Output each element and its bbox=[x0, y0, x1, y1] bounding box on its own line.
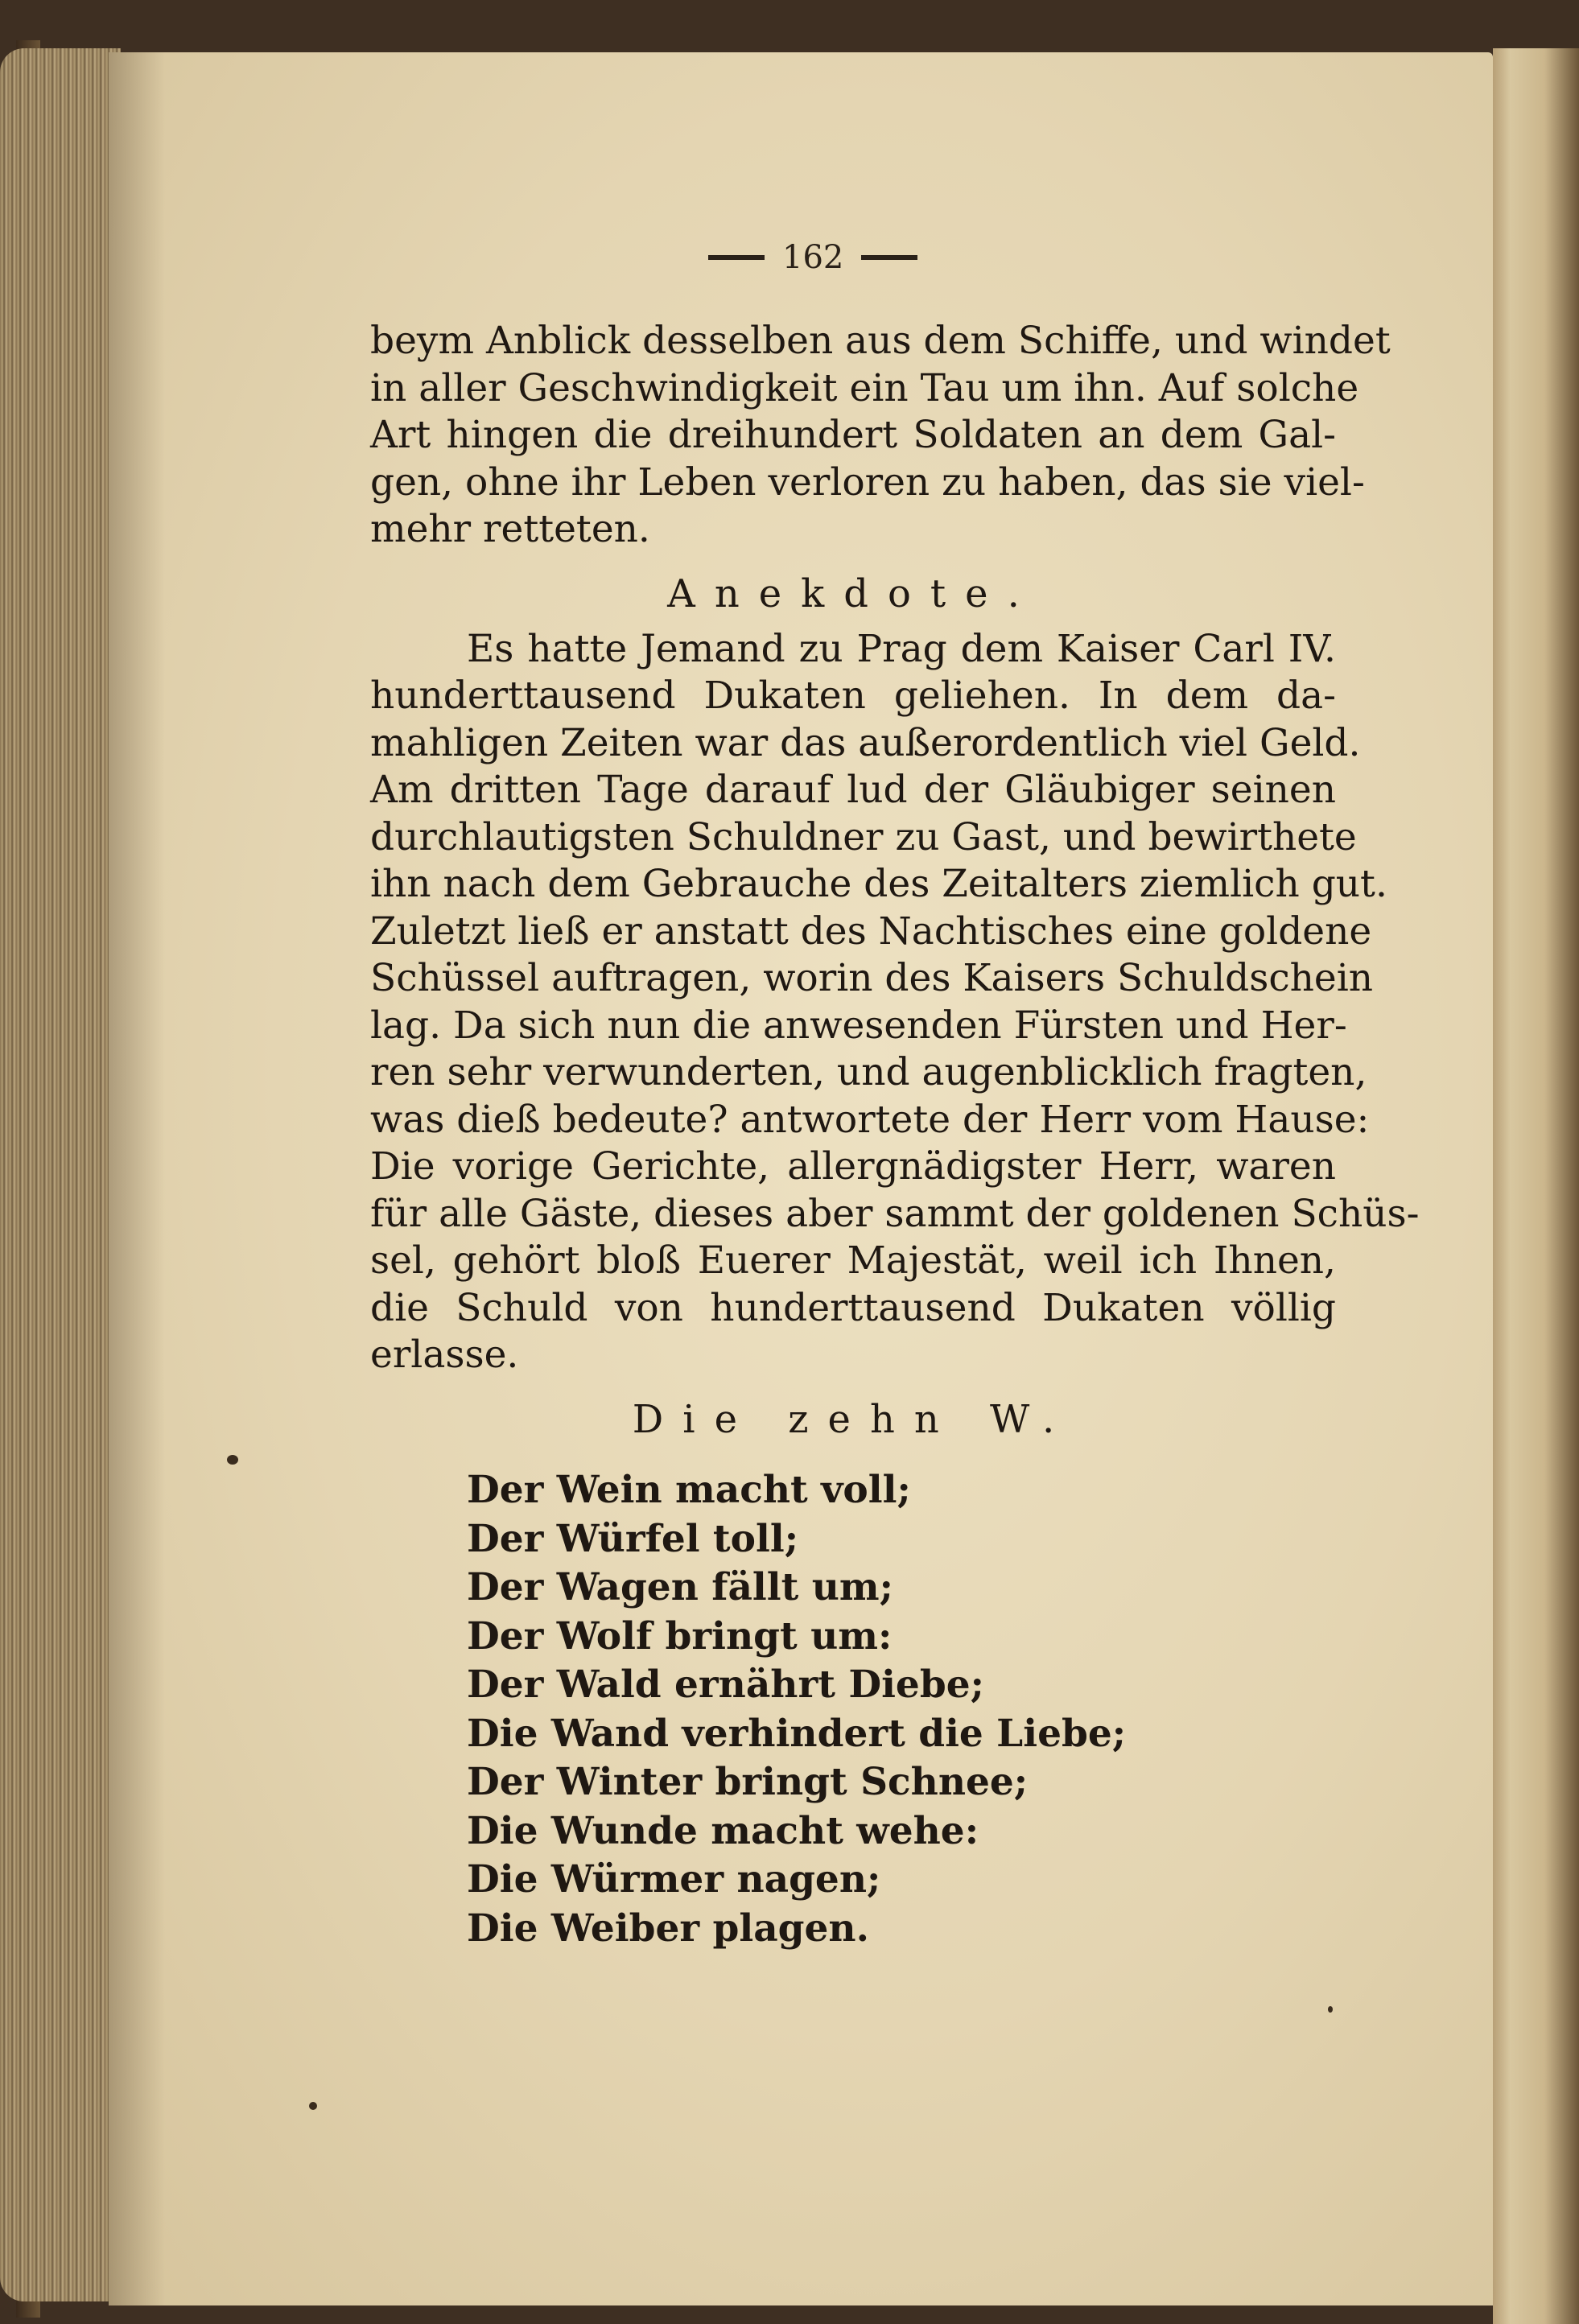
text-line: für alle Gäste, dieses aber sammt der goldenen Schüs- bbox=[370, 1191, 1420, 1236]
verse-line: Die Wunde macht wehe: bbox=[467, 1808, 979, 1853]
verse-line: Der Wald ernährt Diebe; bbox=[467, 1663, 984, 1707]
text-line: sel, gehört bloß Euerer Majestät, weil ich Ihnen, bbox=[370, 1238, 1336, 1283]
verse-line: Die Weiber plagen. bbox=[467, 1906, 869, 1951]
verse-line: Der Wein macht voll; bbox=[467, 1468, 911, 1512]
text-line: Art hingen die dreihundert Soldaten an dem Gal- bbox=[370, 413, 1336, 457]
text-line: ren sehr verwunderten, und augenblicklich fragten, bbox=[370, 1050, 1367, 1094]
text-line: lag. Da sich nun die anwesenden Fürsten und Her- bbox=[370, 1003, 1347, 1048]
text-line: Schüssel auftragen, worin des Kaisers Schuldschein bbox=[370, 956, 1374, 1000]
text-line: Zuletzt ließ er anstatt des Nachtisches eine goldene bbox=[370, 909, 1372, 954]
verse-line: Der Wagen fällt um; bbox=[467, 1565, 893, 1609]
text-line: gen, ohne ihr Leben verloren zu haben, das sie viel- bbox=[370, 459, 1365, 505]
text-line: ihn nach dem Gebrauche des Zeitalters ziemlich gut. bbox=[370, 862, 1387, 906]
gutter-shade bbox=[109, 52, 165, 2305]
text-line: mehr retteten. bbox=[370, 507, 650, 551]
section-heading-anekdote: Anekdote. bbox=[667, 571, 1039, 616]
verse-line: Der Würfel toll; bbox=[467, 1516, 799, 1561]
text-line: durchlautigsten Schuldner zu Gast, und bewirthete bbox=[370, 814, 1357, 859]
header-dash-left bbox=[708, 255, 765, 260]
body-text bbox=[370, 318, 1420, 1452]
header-dash-right bbox=[861, 255, 917, 260]
text-line: Die vorige Gerichte, allergnädigster Herr, waren bbox=[370, 1144, 1336, 1189]
section-heading-zehn-w: Die zehn W. bbox=[632, 1396, 1074, 1442]
stacked-page-edges bbox=[0, 48, 121, 2301]
verse-line: Der Winter bringt Schnee; bbox=[467, 1760, 1029, 1804]
verse-line: Die Würmer nagen; bbox=[467, 1857, 881, 1902]
text-line: in aller Geschwindigkeit ein Tau um ihn. Auf solche bbox=[370, 365, 1359, 410]
verse-block bbox=[467, 1466, 1126, 1953]
page-number: 162 bbox=[782, 239, 844, 276]
text-line: mahligen Zeiten war das außerordentlich viel Geld. bbox=[370, 720, 1361, 765]
text-line: Am dritten Tage darauf lud der Gläubiger seinen bbox=[370, 768, 1336, 812]
verse-line: Der Wolf bringt um: bbox=[467, 1613, 893, 1659]
page-header bbox=[708, 233, 1030, 282]
verse-line: Die Wand verhindert die Liebe; bbox=[467, 1711, 1127, 1756]
text-line: hunderttausend Dukaten geliehen. In dem da- bbox=[370, 674, 1336, 718]
ink-speck bbox=[1328, 2006, 1333, 2013]
text-line: beym Anblick desselben aus dem Schiffe, und windet bbox=[370, 319, 1391, 363]
text-line: die Schuld von hunderttausend Dukaten völlig bbox=[370, 1285, 1336, 1330]
ink-speck bbox=[309, 2102, 317, 2110]
text-line: Es hatte Jemand zu Prag dem Kaiser Carl IV. bbox=[467, 626, 1336, 671]
text-line: was dieß bedeute? antwortete der Herr vom Hause: bbox=[370, 1097, 1370, 1142]
facing-page-edge bbox=[1493, 48, 1579, 2324]
ink-speck bbox=[227, 1455, 238, 1465]
text-line: erlasse. bbox=[370, 1333, 519, 1377]
